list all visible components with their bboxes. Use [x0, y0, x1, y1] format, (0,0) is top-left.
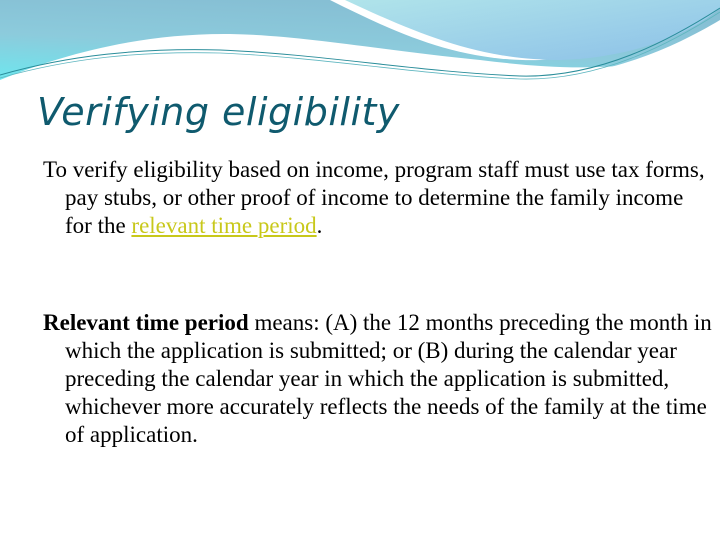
header-wave-decoration: [0, 0, 720, 90]
definition-paragraph: [43, 309, 715, 449]
paragraph-period: .: [316, 213, 323, 238]
definition-term: Relevant time period: [43, 310, 249, 335]
definition-text: means: (A) the 12 months preceding the month in which the application is submitted; or (B) during the calendar year preceding the calendar year in which the application is submitted, whichever more accurately reflects the needs of the family at the time of application.: [65, 310, 712, 447]
eligibility-paragraph: [43, 156, 715, 240]
slide-title: Verifying eligibility: [37, 90, 400, 134]
relevant-time-period-link[interactable]: relevant time period: [131, 213, 317, 238]
paragraph-text: To verify eligibility based on income, program staff must use tax forms, pay stubs, or other proof of income to determine the family income for the: [43, 157, 705, 238]
